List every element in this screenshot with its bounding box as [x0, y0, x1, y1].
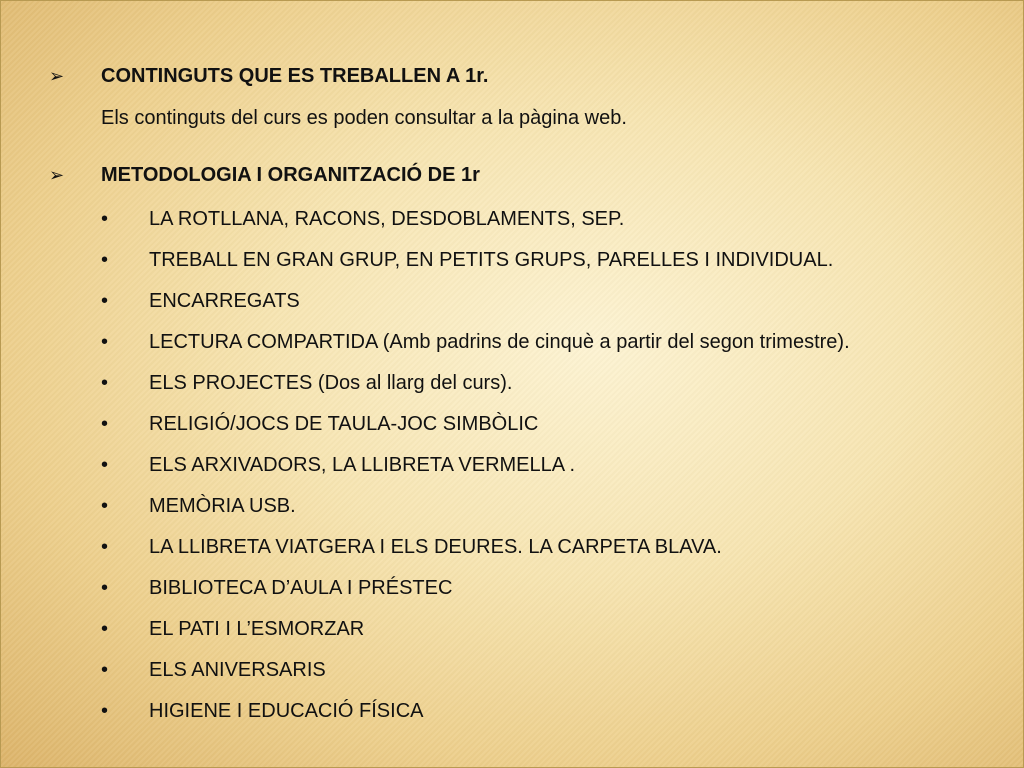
bullet-icon: • — [101, 207, 109, 230]
list-item — [101, 198, 850, 239]
list-item-text: EL PATI I L’ESMORZAR — [149, 617, 365, 640]
bullet-icon: • — [101, 248, 109, 271]
section-heading-text: CONTINGUTS QUE ES TREBALLEN A 1r. — [101, 65, 489, 87]
list-item — [101, 690, 850, 731]
bullet-icon: • — [101, 371, 109, 394]
section-heading-methodology — [49, 163, 480, 187]
bullet-icon: • — [101, 658, 109, 681]
list-item — [101, 444, 850, 485]
arrow-bullet-icon: ➢ — [49, 66, 65, 86]
list-item-text: ENCARREGATS — [149, 289, 300, 312]
list-item-text: BIBLIOTECA D’AULA I PRÉSTEC — [149, 576, 453, 599]
list-item-text: TREBALL EN GRAN GRUP, EN PETITS GRUPS, PARELLES I INDIVIDUAL. — [149, 248, 834, 271]
contents-description: Els continguts del curs es poden consultar a la pàgina web. — [101, 107, 627, 129]
list-item-text: MEMÒRIA USB. — [149, 494, 296, 517]
bullet-icon: • — [101, 535, 109, 558]
list-item — [101, 567, 850, 608]
list-item-text: LECTURA COMPARTIDA (Amb padrins de cinquè a partir del segon trimestre). — [149, 330, 850, 353]
list-item — [101, 280, 850, 321]
list-item-text: ELS PROJECTES (Dos al llarg del curs). — [149, 371, 513, 394]
list-item — [101, 608, 850, 649]
bullet-icon: • — [101, 617, 109, 640]
bullet-icon: • — [101, 289, 109, 312]
methodology-list — [101, 198, 850, 731]
list-item — [101, 239, 850, 280]
list-item-text: ELS ANIVERSARIS — [149, 658, 326, 681]
bullet-icon: • — [101, 412, 109, 435]
list-item — [101, 403, 850, 444]
list-item — [101, 362, 850, 403]
bullet-icon: • — [101, 494, 109, 517]
bullet-icon: • — [101, 699, 109, 722]
bullet-icon: • — [101, 576, 109, 599]
list-item — [101, 649, 850, 690]
arrow-bullet-icon: ➢ — [49, 165, 65, 185]
bullet-icon: • — [101, 330, 109, 353]
list-item-text: ELS ARXIVADORS, LA LLIBRETA VERMELLA . — [149, 453, 576, 476]
bullet-icon: • — [101, 453, 109, 476]
section-heading-contents — [49, 64, 488, 88]
list-item-text: HIGIENE I EDUCACIÓ FÍSICA — [149, 699, 424, 722]
list-item-text: RELIGIÓ/JOCS DE TAULA-JOC SIMBÒLIC — [149, 412, 539, 435]
list-item-text: LA ROTLLANA, RACONS, DESDOBLAMENTS, SEP. — [149, 207, 625, 230]
list-item-text: LA LLIBRETA VIATGERA I ELS DEURES. LA CARPETA BLAVA. — [149, 535, 722, 558]
list-item — [101, 485, 850, 526]
list-item — [101, 321, 850, 362]
section-heading-text: METODOLOGIA I ORGANITZACIÓ DE 1r — [101, 164, 480, 186]
list-item — [101, 526, 850, 567]
